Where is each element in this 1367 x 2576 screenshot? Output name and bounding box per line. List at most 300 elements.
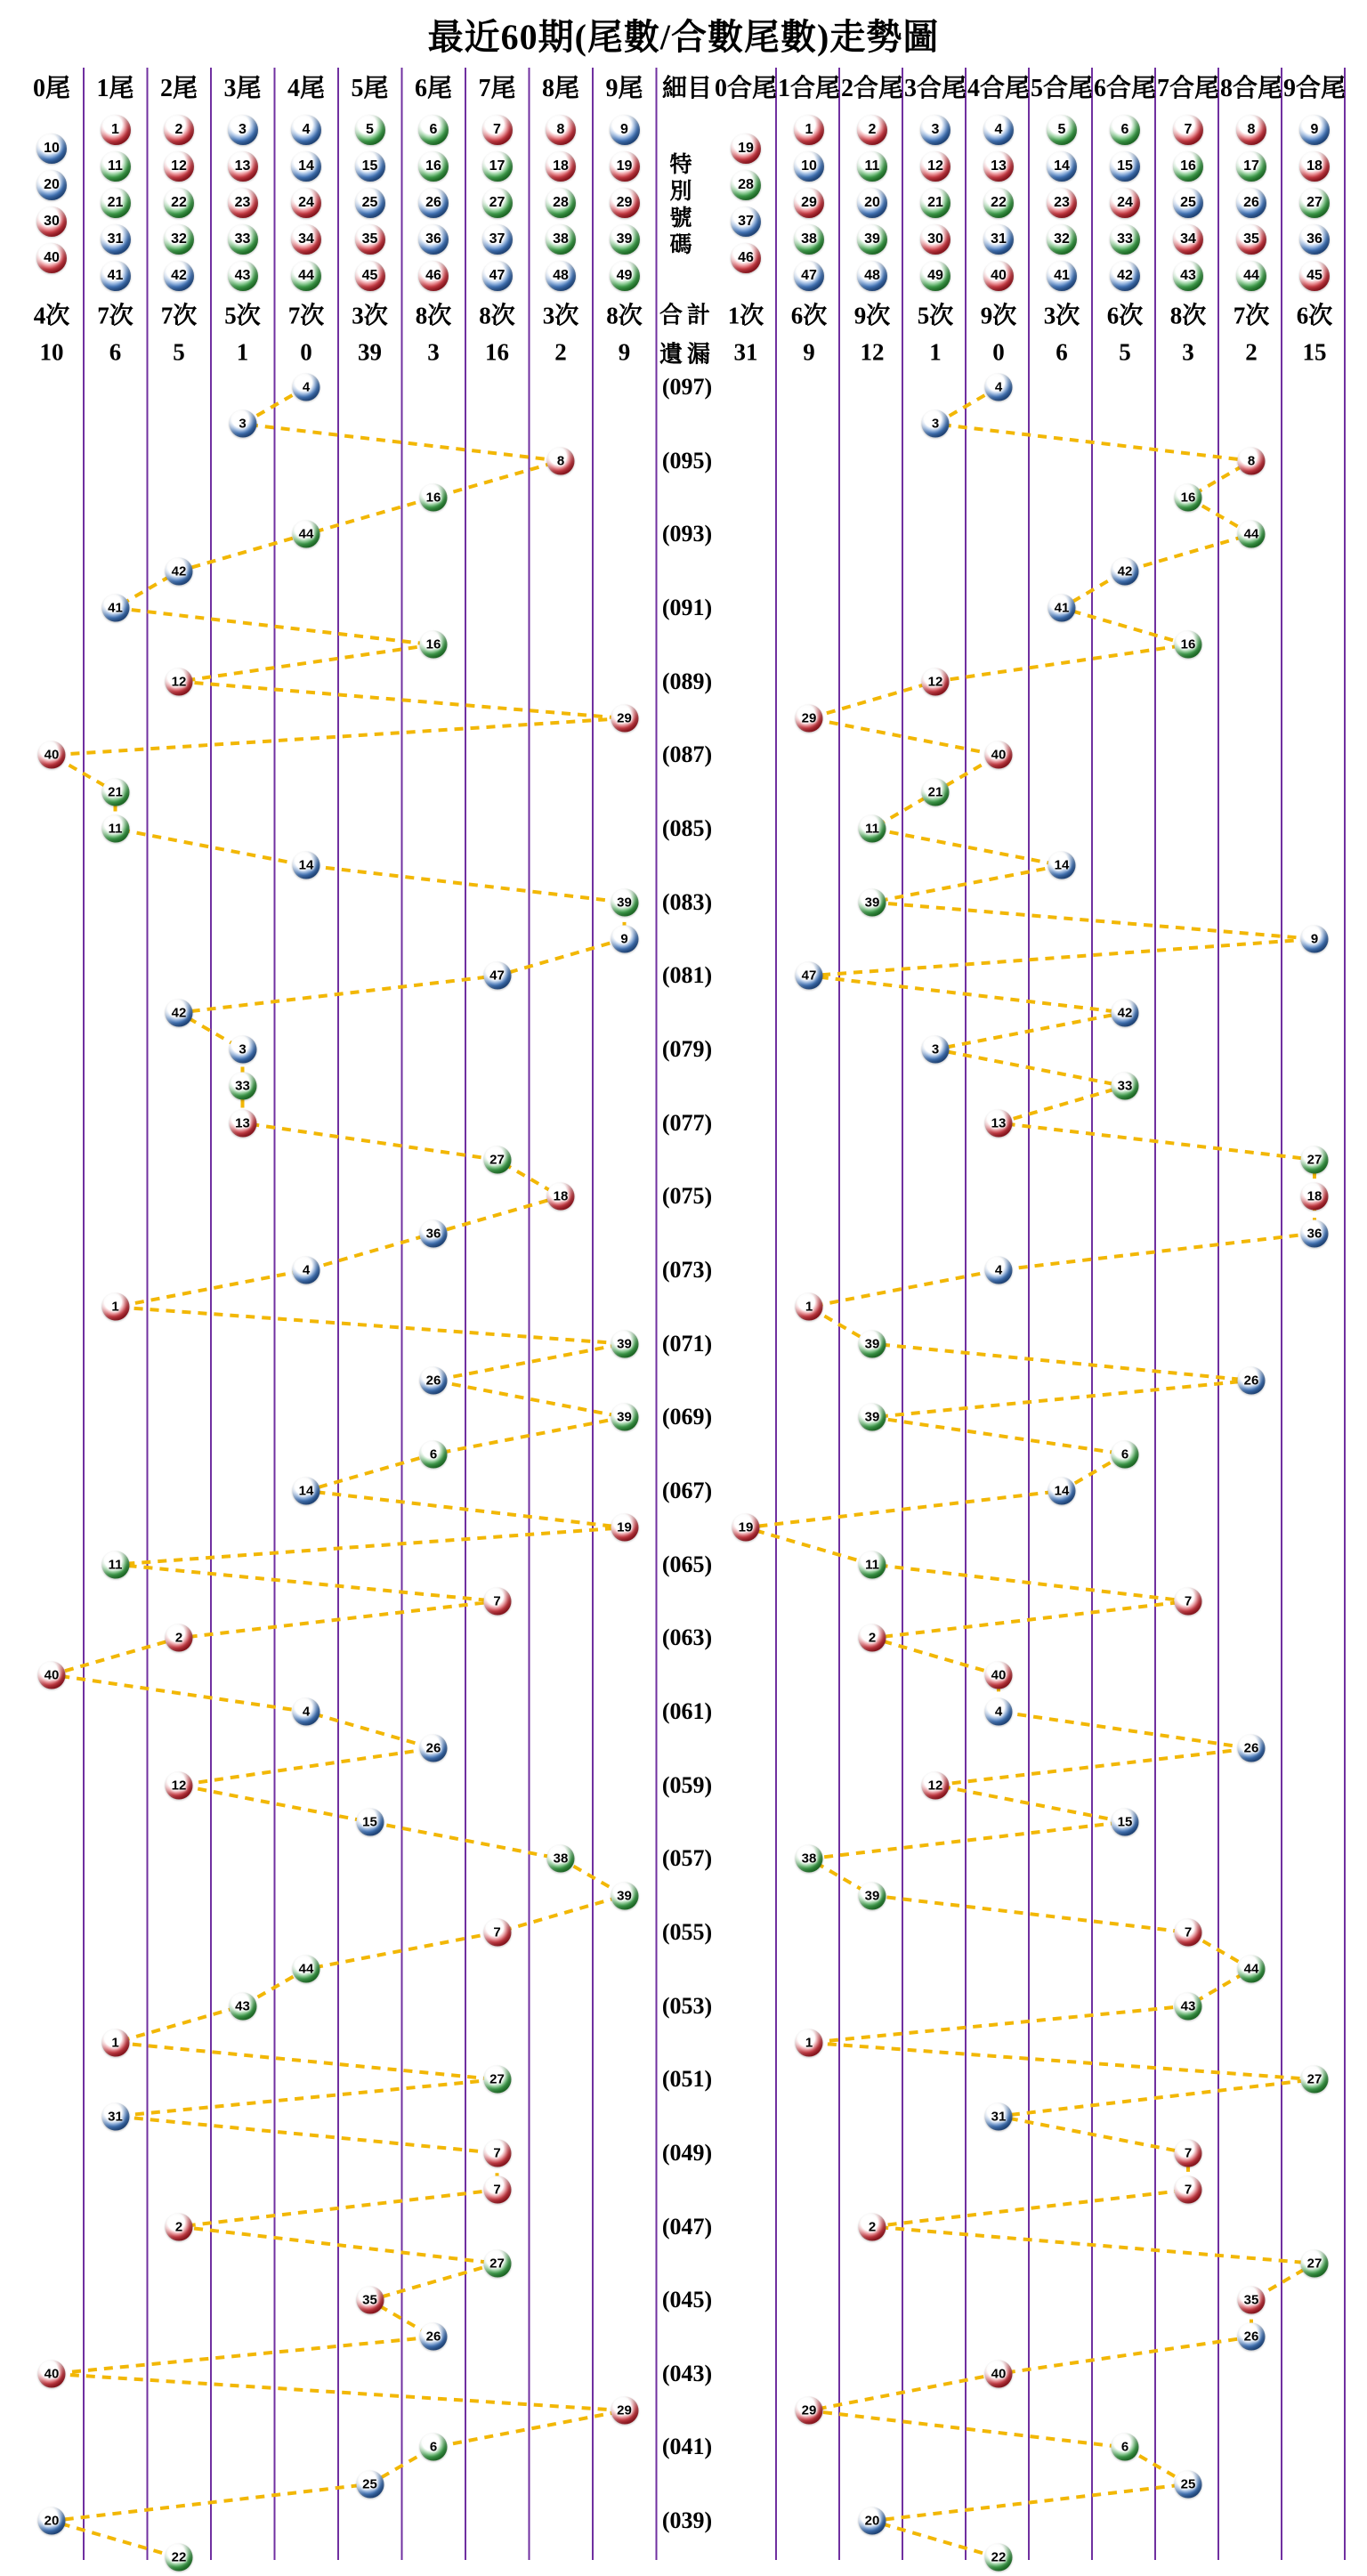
count-tail-4: 7次 <box>287 302 325 329</box>
chart-ball-left-096: 3 <box>229 410 256 438</box>
miss-sumtail-1: 9 <box>803 338 815 366</box>
miss-sumtail-2: 12 <box>860 338 885 366</box>
legend-ball-sum-30: 30 <box>920 224 950 255</box>
period-label-069: (069) <box>661 1404 713 1430</box>
chart-ball-left-051: 27 <box>483 2066 511 2094</box>
chart-ball-right-057: 38 <box>796 1845 823 1873</box>
header-tail-1: 1尾 <box>96 75 134 102</box>
chart-ball-left-092: 42 <box>166 557 193 585</box>
legend-ball-29: 29 <box>610 188 640 218</box>
count-sumtail-2: 9次 <box>853 302 891 329</box>
period-label-083: (083) <box>661 888 713 915</box>
chart-ball-left-084: 14 <box>293 852 320 879</box>
chart-ball-right-080: 42 <box>1112 999 1139 1026</box>
chart-ball-left-038: 22 <box>166 2544 193 2572</box>
header-tail-6: 6尾 <box>414 75 453 102</box>
legend-ball-sum-22: 22 <box>983 188 1014 218</box>
miss-sumtail-4: 0 <box>992 338 1005 366</box>
chart-ball-left-077: 13 <box>229 1109 256 1137</box>
chart-ball-left-043: 40 <box>38 2360 66 2387</box>
legend-ball-sum-2: 2 <box>857 115 887 145</box>
header-tail-9: 9尾 <box>605 75 643 102</box>
chart-ball-left-086: 21 <box>101 778 129 806</box>
count-tail-0: 4次 <box>33 302 70 329</box>
chart-ball-right-042: 29 <box>796 2397 823 2425</box>
count-tail-7: 8次 <box>479 302 515 329</box>
period-label-079: (079) <box>661 1035 713 1062</box>
period-label-081: (081) <box>661 962 713 989</box>
legend-ball-sum-38: 38 <box>794 224 824 255</box>
chart-ball-right-094: 16 <box>1175 483 1202 511</box>
legend-ball-27: 27 <box>482 188 513 218</box>
header-sumtail-7: 7合尾 <box>1156 75 1220 102</box>
chart-ball-right-089: 12 <box>922 668 950 695</box>
legend-ball-35: 35 <box>355 224 385 255</box>
miss-sumtail-3: 1 <box>929 338 942 366</box>
chart-ball-left-052: 1 <box>101 2029 129 2056</box>
chart-ball-left-046: 27 <box>483 2249 511 2277</box>
chart-ball-right-071: 39 <box>859 1330 886 1357</box>
miss-tail-7: 16 <box>485 338 509 366</box>
chart-ball-right-085: 11 <box>859 814 886 842</box>
legend-ball-21: 21 <box>101 188 131 218</box>
chart-ball-right-088: 29 <box>796 704 823 732</box>
header-sumtail-9: 9合尾 <box>1282 75 1347 102</box>
chart-ball-left-049: 7 <box>483 2139 511 2167</box>
legend-ball-sum-12: 12 <box>920 151 950 182</box>
legend-ball-47: 47 <box>482 261 513 291</box>
chart-ball-right-038: 22 <box>985 2544 1013 2572</box>
legend-ball-sum-44: 44 <box>1236 261 1266 291</box>
legend-ball-40: 40 <box>36 243 67 273</box>
period-label-073: (073) <box>661 1256 713 1283</box>
legend-ball-34: 34 <box>291 224 321 255</box>
chart-ball-left-045: 35 <box>356 2287 384 2314</box>
header-tail-5: 5尾 <box>351 75 389 102</box>
period-label-063: (063) <box>661 1624 713 1651</box>
legend-ball-sum-33: 33 <box>1110 224 1140 255</box>
chart-ball-right-056: 39 <box>859 1882 886 1909</box>
legend-ball-sum-37: 37 <box>731 207 761 237</box>
legend-ball-17: 17 <box>482 151 513 182</box>
period-label-065: (065) <box>661 1551 713 1577</box>
legend-ball-1: 1 <box>101 115 131 145</box>
legend-ball-28: 28 <box>546 188 576 218</box>
chart-ball-left-056: 39 <box>611 1882 638 1909</box>
period-label-047: (047) <box>661 2213 713 2240</box>
legend-ball-5: 5 <box>355 115 385 145</box>
header-sumtail-0: 0合尾 <box>714 75 778 102</box>
legend-ball-sum-26: 26 <box>1236 188 1266 218</box>
header-sumtail-1: 1合尾 <box>777 75 841 102</box>
page-title: 最近60期(尾數/合數尾數)走勢圖 <box>427 17 940 57</box>
chart-ball-left-044: 26 <box>420 2323 448 2351</box>
period-label-055: (055) <box>661 1918 713 1945</box>
period-label-085: (085) <box>661 814 713 841</box>
chart-ball-left-063: 2 <box>166 1624 193 1652</box>
chart-ball-right-096: 3 <box>922 410 950 438</box>
chart-ball-right-068: 6 <box>1112 1440 1139 1468</box>
chart-ball-left-081: 47 <box>483 962 511 990</box>
chart-ball-right-078: 33 <box>1112 1073 1139 1100</box>
chart-ball-right-084: 14 <box>1048 852 1076 879</box>
chart-ball-right-060: 26 <box>1238 1735 1266 1762</box>
chart-ball-right-049: 7 <box>1175 2139 1202 2167</box>
header-tail-3: 3尾 <box>223 75 262 102</box>
trend-line-right <box>746 387 1314 2558</box>
chart-ball-right-050: 31 <box>985 2102 1013 2130</box>
legend-ball-sum-36: 36 <box>1299 224 1330 255</box>
period-label-087: (087) <box>661 741 713 768</box>
period-label-091: (091) <box>661 594 713 620</box>
legend-ball-sum-16: 16 <box>1173 151 1203 182</box>
legend-ball-sum-13: 13 <box>983 151 1014 182</box>
miss-sumtail-5: 6 <box>1056 338 1068 366</box>
legend-ball-15: 15 <box>355 151 385 182</box>
legend-ball-24: 24 <box>291 188 321 218</box>
chart-ball-right-039: 20 <box>859 2507 886 2535</box>
chart-ball-left-073: 4 <box>293 1256 320 1284</box>
header-sumtail-2: 2合尾 <box>840 75 904 102</box>
chart-ball-left-082: 9 <box>611 925 638 952</box>
miss-tail-0: 10 <box>39 338 64 366</box>
chart-ball-left-041: 6 <box>420 2434 448 2461</box>
chart-ball-left-061: 4 <box>293 1697 320 1725</box>
legend-ball-sum-8: 8 <box>1236 115 1266 145</box>
header-tail-4: 4尾 <box>287 75 326 102</box>
header-sumtail-3: 3合尾 <box>903 75 967 102</box>
legend-ball-sum-15: 15 <box>1110 151 1140 182</box>
count-sumtail-0: 1次 <box>727 302 764 329</box>
period-label-041: (041) <box>661 2434 713 2460</box>
chart-ball-right-051: 27 <box>1301 2066 1329 2094</box>
chart-ball-right-083: 39 <box>859 888 886 916</box>
chart-ball-right-061: 4 <box>985 1697 1013 1725</box>
period-label-057: (057) <box>661 1845 713 1872</box>
chart-ball-left-047: 2 <box>166 2213 193 2240</box>
special-number-label-char: 特 <box>669 153 692 177</box>
period-label-071: (071) <box>661 1330 713 1357</box>
count-sumtail-5: 3次 <box>1043 302 1080 329</box>
legend-ball-8: 8 <box>546 115 576 145</box>
header-sumtail-6: 6合尾 <box>1093 75 1157 102</box>
count-sumtail-7: 8次 <box>1169 302 1207 329</box>
chart-ball-left-094: 16 <box>420 483 448 511</box>
legend-ball-36: 36 <box>418 224 449 255</box>
chart-ball-left-071: 39 <box>611 1330 638 1357</box>
count-tail-1: 7次 <box>97 302 133 329</box>
period-label-061: (061) <box>661 1697 713 1724</box>
legend-ball-sum-7: 7 <box>1173 115 1203 145</box>
chart-ball-right-077: 13 <box>985 1109 1013 1137</box>
chart-ball-left-066: 19 <box>611 1514 638 1542</box>
chart-ball-right-054: 44 <box>1238 1956 1266 1983</box>
period-label-039: (039) <box>661 2507 713 2534</box>
legend-ball-sum-28: 28 <box>731 170 761 200</box>
miss-tail-4: 0 <box>300 338 312 366</box>
chart-ball-left-080: 42 <box>166 999 193 1026</box>
chart-ball-right-062: 40 <box>985 1661 1013 1689</box>
legend-ball-sum-10: 10 <box>794 151 824 182</box>
chart-ball-left-055: 7 <box>483 1918 511 1946</box>
legend-ball-sum-43: 43 <box>1173 261 1203 291</box>
period-label-077: (077) <box>661 1109 713 1136</box>
chart-ball-right-065: 11 <box>859 1551 886 1578</box>
chart-ball-left-065: 11 <box>101 1551 129 1578</box>
legend-ball-49: 49 <box>610 261 640 291</box>
legend-ball-sum-39: 39 <box>857 224 887 255</box>
special-number-label-char: 號 <box>669 207 692 231</box>
legend-ball-sum-41: 41 <box>1047 261 1077 291</box>
chart-ball-right-059: 12 <box>922 1771 950 1799</box>
chart-ball-left-091: 41 <box>101 594 129 621</box>
chart-ball-right-044: 26 <box>1238 2323 1266 2351</box>
chart-ball-right-047: 2 <box>859 2213 886 2240</box>
header-detail: 細目 <box>661 75 713 102</box>
legend-ball-sum-21: 21 <box>920 188 950 218</box>
chart-ball-right-075: 18 <box>1301 1183 1329 1211</box>
chart-ball-left-042: 29 <box>611 2397 638 2425</box>
chart-ball-left-048: 7 <box>483 2176 511 2204</box>
chart-ball-right-097: 4 <box>985 374 1013 401</box>
legend-ball-sum-35: 35 <box>1236 224 1266 255</box>
miss-sumtail-7: 3 <box>1182 338 1194 366</box>
legend-ball-sum-48: 48 <box>857 261 887 291</box>
legend-ball-31: 31 <box>101 224 131 255</box>
chart-ball-left-090: 16 <box>420 631 448 659</box>
legend-ball-41: 41 <box>101 261 131 291</box>
period-label-075: (075) <box>661 1183 713 1210</box>
legend-ball-11: 11 <box>101 151 131 182</box>
legend-ball-23: 23 <box>228 188 258 218</box>
count-sumtail-3: 5次 <box>917 302 954 329</box>
header-tail-8: 8尾 <box>541 75 580 102</box>
chart-ball-right-082: 9 <box>1301 925 1329 952</box>
chart-ball-left-053: 43 <box>229 1992 256 2020</box>
period-label-043: (043) <box>661 2360 713 2386</box>
header-sumtail-5: 5合尾 <box>1030 75 1094 102</box>
chart-ball-right-067: 14 <box>1048 1477 1076 1504</box>
header-tail-2: 2尾 <box>159 75 198 102</box>
chart-ball-left-087: 40 <box>38 741 66 769</box>
count-sumtail-1: 6次 <box>790 302 828 329</box>
legend-ball-sum-40: 40 <box>983 261 1014 291</box>
legend-ball-2: 2 <box>164 115 194 145</box>
chart-ball-left-059: 12 <box>166 1771 193 1799</box>
legend-ball-sum-45: 45 <box>1299 261 1330 291</box>
chart-ball-left-093: 44 <box>293 521 320 548</box>
legend-ball-sum-14: 14 <box>1047 151 1077 182</box>
legend-ball-sum-49: 49 <box>920 261 950 291</box>
chart-ball-right-070: 26 <box>1238 1366 1266 1394</box>
legend-ball-sum-23: 23 <box>1047 188 1077 218</box>
chart-ball-right-052: 1 <box>796 2029 823 2056</box>
period-label-051: (051) <box>661 2066 713 2093</box>
special-number-label-char: 碼 <box>669 233 692 257</box>
miss-sumtail-9: 15 <box>1302 338 1327 366</box>
chart-ball-right-040: 25 <box>1175 2470 1202 2498</box>
chart-ball-left-095: 8 <box>547 447 575 474</box>
chart-ball-right-081: 47 <box>796 962 823 990</box>
chart-ball-right-073: 4 <box>985 1256 1013 1284</box>
special-number-label-char: 別 <box>669 180 692 204</box>
legend-ball-13: 13 <box>228 151 258 182</box>
legend-ball-sum-9: 9 <box>1299 115 1330 145</box>
chart-ball-right-092: 42 <box>1112 557 1139 585</box>
count-sumtail-8: 7次 <box>1233 302 1270 329</box>
legend-ball-sum-32: 32 <box>1047 224 1077 255</box>
legend-ball-sum-20: 20 <box>857 188 887 218</box>
legend-ball-26: 26 <box>418 188 449 218</box>
chart-ball-left-057: 38 <box>547 1845 575 1873</box>
legend-ball-3: 3 <box>228 115 258 145</box>
miss-tail-8: 2 <box>554 338 567 366</box>
count-sumtail-6: 6次 <box>1106 302 1144 329</box>
chart-ball-left-064: 7 <box>483 1587 511 1615</box>
chart-ball-right-041: 6 <box>1112 2434 1139 2461</box>
legend-ball-46: 46 <box>418 261 449 291</box>
chart-ball-right-055: 7 <box>1175 1918 1202 1946</box>
chart-ball-left-050: 31 <box>101 2102 129 2130</box>
legend-ball-sum-27: 27 <box>1299 188 1330 218</box>
period-label-053: (053) <box>661 1992 713 2019</box>
header-tail-7: 7尾 <box>478 75 516 102</box>
miss-tail-1: 6 <box>109 338 122 366</box>
miss-label: 遺漏 <box>659 341 716 368</box>
chart-ball-right-069: 39 <box>859 1404 886 1431</box>
period-label-067: (067) <box>661 1477 713 1503</box>
legend-ball-sum-47: 47 <box>794 261 824 291</box>
legend-ball-25: 25 <box>355 188 385 218</box>
count-tail-6: 8次 <box>415 302 452 329</box>
legend-ball-sum-24: 24 <box>1110 188 1140 218</box>
chart-ball-right-076: 27 <box>1301 1146 1329 1173</box>
legend-ball-43: 43 <box>228 261 258 291</box>
legend-ball-6: 6 <box>418 115 449 145</box>
chart-ball-left-088: 29 <box>611 704 638 732</box>
miss-sumtail-8: 2 <box>1245 338 1258 366</box>
legend-ball-10: 10 <box>36 134 67 164</box>
legend-ball-7: 7 <box>482 115 513 145</box>
legend-ball-sum-29: 29 <box>794 188 824 218</box>
chart-ball-right-053: 43 <box>1175 1992 1202 2020</box>
legend-ball-16: 16 <box>418 151 449 182</box>
chart-ball-left-074: 36 <box>420 1219 448 1247</box>
chart-ball-left-083: 39 <box>611 888 638 916</box>
legend-ball-44: 44 <box>291 261 321 291</box>
chart-ball-left-067: 14 <box>293 1477 320 1504</box>
legend-ball-sum-25: 25 <box>1173 188 1203 218</box>
legend-ball-12: 12 <box>164 151 194 182</box>
chart-ball-right-091: 41 <box>1048 594 1076 621</box>
legend-ball-22: 22 <box>164 188 194 218</box>
period-label-045: (045) <box>661 2287 713 2313</box>
legend-ball-sum-1: 1 <box>794 115 824 145</box>
legend-ball-sum-34: 34 <box>1173 224 1203 255</box>
total-label: 合計 <box>659 302 716 328</box>
chart-ball-left-054: 44 <box>293 1956 320 1983</box>
chart-ball-left-097: 4 <box>293 374 320 401</box>
miss-sumtail-6: 5 <box>1119 338 1131 366</box>
header-sumtail-8: 8合尾 <box>1219 75 1283 102</box>
period-label-097: (097) <box>661 374 713 400</box>
chart-ball-left-089: 12 <box>166 668 193 695</box>
legend-ball-sum-5: 5 <box>1047 115 1077 145</box>
chart-ball-left-040: 25 <box>356 2470 384 2498</box>
legend-ball-37: 37 <box>482 224 513 255</box>
chart-ball-left-075: 18 <box>547 1183 575 1211</box>
legend-ball-45: 45 <box>355 261 385 291</box>
legend-ball-38: 38 <box>546 224 576 255</box>
count-sumtail-9: 6次 <box>1296 302 1333 329</box>
count-sumtail-4: 9次 <box>980 302 1017 329</box>
count-tail-9: 8次 <box>606 302 643 329</box>
legend-ball-32: 32 <box>164 224 194 255</box>
miss-tail-6: 3 <box>427 338 440 366</box>
legend-ball-sum-46: 46 <box>731 243 761 273</box>
period-label-059: (059) <box>661 1771 713 1798</box>
period-label-095: (095) <box>661 447 713 474</box>
legend-ball-sum-4: 4 <box>983 115 1014 145</box>
legend-ball-sum-6: 6 <box>1110 115 1140 145</box>
legend-ball-20: 20 <box>36 170 67 200</box>
chart-ball-left-062: 40 <box>38 1661 66 1689</box>
chart-ball-right-072: 1 <box>796 1293 823 1321</box>
count-tail-3: 5次 <box>224 302 261 329</box>
legend-ball-19: 19 <box>610 151 640 182</box>
legend-ball-42: 42 <box>164 261 194 291</box>
chart-ball-left-060: 26 <box>420 1735 448 1762</box>
legend-ball-sum-18: 18 <box>1299 151 1330 182</box>
period-label-089: (089) <box>661 668 713 694</box>
period-label-093: (093) <box>661 521 713 547</box>
legend-ball-sum-3: 3 <box>920 115 950 145</box>
count-tail-8: 3次 <box>542 302 579 329</box>
miss-tail-5: 39 <box>358 338 382 366</box>
chart-ball-right-048: 7 <box>1175 2176 1202 2204</box>
chart-ball-right-063: 2 <box>859 1624 886 1652</box>
chart-ball-right-086: 21 <box>922 778 950 806</box>
chart-ball-left-078: 33 <box>229 1073 256 1100</box>
count-tail-2: 7次 <box>160 302 198 329</box>
legend-ball-14: 14 <box>291 151 321 182</box>
legend-ball-sum-17: 17 <box>1236 151 1266 182</box>
chart-ball-left-068: 6 <box>420 1440 448 1468</box>
miss-tail-9: 9 <box>618 338 631 366</box>
chart-ball-right-090: 16 <box>1175 631 1202 659</box>
chart-ball-right-058: 15 <box>1112 1808 1139 1835</box>
legend-ball-4: 4 <box>291 115 321 145</box>
chart-ball-left-070: 26 <box>420 1366 448 1394</box>
legend-ball-39: 39 <box>610 224 640 255</box>
chart-ball-right-079: 3 <box>922 1035 950 1063</box>
legend-ball-18: 18 <box>546 151 576 182</box>
chart-ball-right-045: 35 <box>1238 2287 1266 2314</box>
legend-ball-sum-11: 11 <box>857 151 887 182</box>
chart-ball-right-066: 19 <box>732 1514 760 1542</box>
chart-ball-right-046: 27 <box>1301 2249 1329 2277</box>
miss-tail-2: 5 <box>173 338 185 366</box>
chart-ball-right-095: 8 <box>1238 447 1266 474</box>
chart-ball-right-093: 44 <box>1238 521 1266 548</box>
count-tail-5: 3次 <box>352 302 388 329</box>
legend-ball-30: 30 <box>36 207 67 237</box>
chart-ball-right-087: 40 <box>985 741 1013 769</box>
chart-ball-left-076: 27 <box>483 1146 511 1173</box>
period-label-049: (049) <box>661 2139 713 2166</box>
chart-ball-right-043: 40 <box>985 2360 1013 2387</box>
chart-ball-right-074: 36 <box>1301 1219 1329 1247</box>
